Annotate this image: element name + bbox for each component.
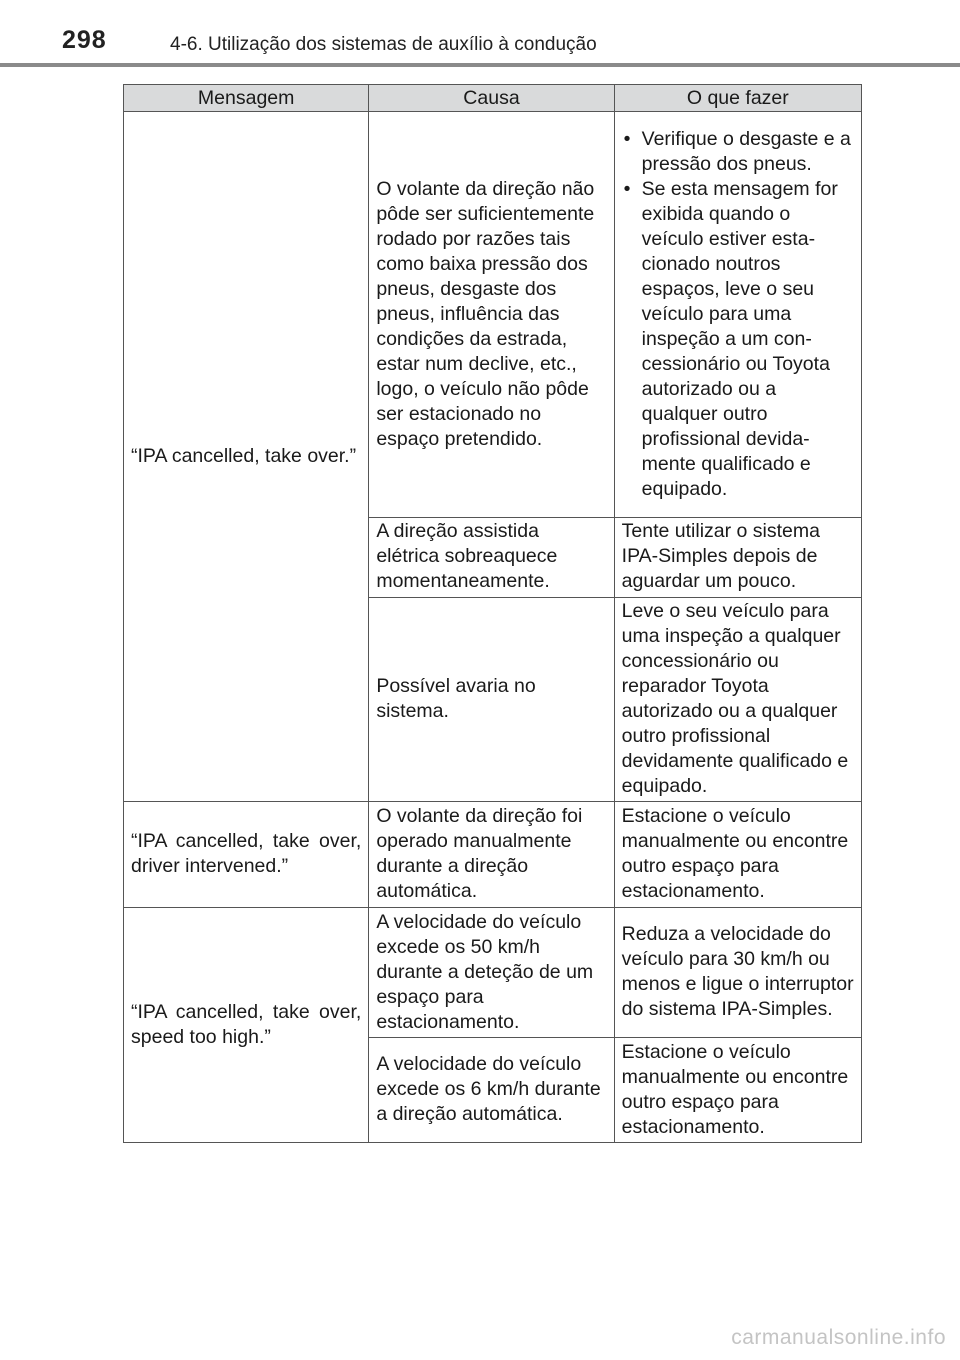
action-cell [614,908,861,1038]
action-text: Tente utilizar o sistema IPA-Simples depois de aguardar um pouco. [621,520,820,592]
action-bullet-list [622,127,854,502]
table-row [124,908,862,1038]
action-cell [614,802,861,908]
cause-text: Possível avaria no sistema. [376,675,536,722]
cause-cell [369,802,614,908]
header-rule [0,63,960,67]
action-cell [614,518,861,598]
cause-text: O volante da direção foi operado manualmente durante a direção automática. [376,805,583,902]
action-cell [614,598,861,802]
table-row [124,802,862,908]
column-header-action: O que fazer [614,85,861,112]
section-title: 4-6. Utilização dos sistemas de auxílio à condução [170,34,597,55]
bullet-text: Se esta mensagem for exibida quando o veículo estiver estacionado noutros espaços, leve o seu veículo para uma inspeção a um concessionário ou Toyota autorizado ou a qualquer outro profissional devidamente qualificado e equipado. [641,177,838,500]
cause-text: A velocidade do veículo excede os 50 km/h durante a deteção de um espaço para estacionamento. [376,910,594,1033]
message-cell [124,802,369,908]
message-text: “IPA cancelled, take over, driver intervened.” [131,830,362,877]
cause-cell [369,112,614,518]
bullet-text: Verifique o desgaste e a pressão dos pneus. [641,127,851,175]
column-header-message: Mensagem [124,85,369,112]
list-item [622,177,854,502]
table-row [124,112,862,518]
message-cell [124,112,369,802]
cause-cell [369,908,614,1038]
cause-text: A direção assistida elétrica sobreaquece momentaneamente. [376,520,558,592]
action-text: Reduza a velocidade do veículo para 30 km/h ou menos e ligue o interruptor do sistema IPA-Simples. [621,923,854,1020]
message-cell [124,908,369,1143]
action-text: Estacione o veículo manualmente ou encontre outro espaço para estacionamento. [621,805,849,902]
message-table [123,84,862,1143]
bullet-icon: • [623,127,631,150]
cause-text: A velocidade do veículo excede os 6 km/h durante a direção automática. [376,1053,601,1125]
action-text: Leve o seu veículo para uma inspeção a qualquer concessionário ou reparador Toyota autorizado ou a qualquer outro profissional devidamente qualificado e equipado. [621,600,849,797]
cause-cell [369,1038,614,1143]
table-header-row [124,85,862,112]
column-header-cause: Causa [369,85,614,112]
cause-text: O volante da direção não pôde ser suficientemente rodado por razões tais como baixa pressão dos pneus, desgaste dos pneus, influência das condições da estrada, estar num declive, etc., logo, o veículo não pôde ser estacionado no espaço pretendido. [376,177,595,450]
watermark: carmanualsonline.info [731,1326,946,1349]
action-cell [614,112,861,518]
cause-cell [369,598,614,802]
list-item [622,127,854,177]
page-number: 298 [62,26,107,54]
bullet-icon: • [623,177,631,200]
message-text: “IPA cancelled, take over, speed too high.” [131,1000,362,1048]
message-text: “IPA cancelled, take over.” [131,444,357,467]
action-text: Estacione o veículo manualmente ou encontre outro espaço para estacionamento. [621,1040,849,1138]
cause-cell [369,518,614,598]
page-header [0,0,960,70]
action-cell [614,1038,861,1143]
